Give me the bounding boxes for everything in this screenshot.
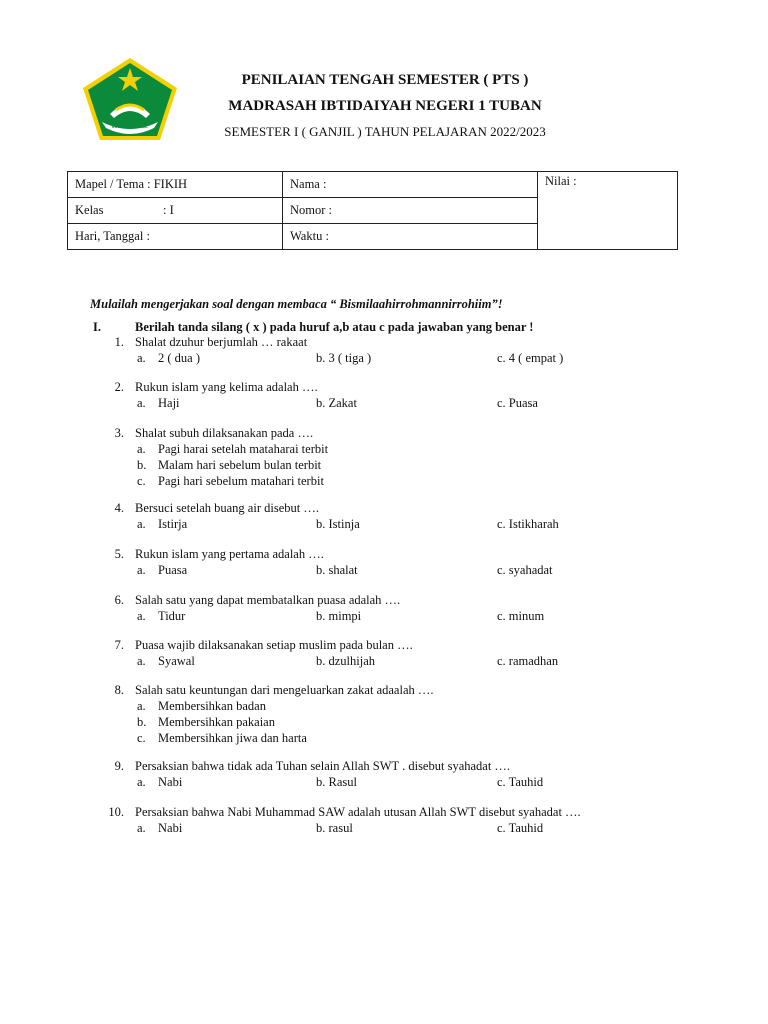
nilai-cell[interactable]: Nilai :: [538, 172, 678, 250]
option-b[interactable]: b. Istinja: [316, 517, 360, 531]
question-number: 5.: [114, 547, 124, 561]
kelas-label: Kelas: [75, 203, 104, 217]
option-c[interactable]: c. Istikharah: [497, 517, 559, 531]
question-text: Puasa wajib dilaksanakan setiap muslim pada bulan ….: [135, 638, 413, 652]
option-b[interactable]: b. dzulhijah: [316, 654, 376, 668]
kelas-cell: [68, 198, 283, 224]
hari-tanggal-cell[interactable]: Hari, Tanggal :: [68, 224, 283, 250]
option-b[interactable]: b. Malam hari sebelum bulan terbit: [137, 458, 322, 472]
question-6: [0, 593, 768, 625]
option-b[interactable]: b. rasul: [316, 821, 353, 835]
option-c[interactable]: c. Pagi hari sebelum matahari terbit: [137, 474, 324, 488]
question-text: Rukun islam yang pertama adalah ….: [135, 547, 324, 561]
option-c[interactable]: c. Tauhid: [497, 775, 544, 789]
kelas-value: : I: [163, 203, 174, 217]
option-c[interactable]: c. minum: [497, 609, 545, 623]
question-number: 4.: [114, 501, 124, 515]
option-a[interactable]: a. Pagi harai setelah mataharai terbit: [137, 442, 329, 456]
madrasah-logo: [80, 56, 180, 142]
option-a[interactable]: a. Puasa: [137, 563, 188, 577]
option-b[interactable]: b. Rasul: [316, 775, 357, 789]
question-text: Shalat subuh dilaksanakan pada ….: [135, 426, 314, 440]
waktu-cell[interactable]: Waktu :: [283, 224, 538, 250]
question-4: [0, 501, 768, 533]
option-a[interactable]: a. Nabi: [137, 821, 183, 835]
question-number: 10.: [108, 805, 124, 819]
school-name: MADRASAH IBTIDAIYAH NEGERI 1 TUBAN: [228, 98, 542, 114]
exam-title: PENILAIAN TENGAH SEMESTER ( PTS ): [241, 72, 529, 88]
question-3: [0, 426, 768, 490]
option-c[interactable]: c. ramadhan: [497, 654, 559, 668]
question-7: [0, 638, 768, 670]
option-b[interactable]: b. Membersihkan pakaian: [137, 715, 275, 729]
question-2: [0, 380, 768, 412]
semester-line: SEMESTER I ( GANJIL ) TAHUN PELAJARAN 2022/2023: [224, 124, 546, 139]
question-number: 2.: [114, 380, 124, 394]
question-10: [0, 805, 768, 837]
question-text: Persaksian bahwa Nabi Muhammad SAW adalah utusan Allah SWT disebut syahadat ….: [135, 805, 581, 819]
question-number: 3.: [114, 426, 124, 440]
option-c[interactable]: c. Membersihkan jiwa dan harta: [137, 731, 307, 745]
question-text: Salah satu keuntungan dari mengeluarkan zakat adaalah ….: [135, 683, 434, 697]
option-a[interactable]: a. Nabi: [137, 775, 183, 789]
option-a[interactable]: a. 2 ( dua ): [137, 351, 200, 365]
question-5: [0, 547, 768, 579]
instruction-text: Mulailah mengerjakan soal dengan membaca “ Bismilaahirrohmannirrohiim”!: [90, 297, 503, 311]
option-c[interactable]: c. Puasa: [497, 396, 538, 410]
question-number: 8.: [114, 683, 124, 697]
option-a[interactable]: a. Tidur: [137, 609, 186, 623]
question-8: [0, 683, 768, 747]
question-text: Salah satu yang dapat membatalkan puasa adalah ….: [135, 593, 401, 607]
question-number: 6.: [114, 593, 124, 607]
question-1: [0, 335, 768, 367]
question-number: 9.: [114, 759, 124, 773]
section-title: Berilah tanda silang ( x ) pada huruf a,b atau c pada jawaban yang benar !: [135, 320, 534, 334]
option-a[interactable]: a. Membersihkan badan: [137, 699, 266, 713]
option-c[interactable]: c. syahadat: [497, 563, 553, 577]
question-text: Persaksian bahwa tidak ada Tuhan selain Allah SWT . disebut syahadat ….: [135, 759, 511, 773]
option-b[interactable]: b. mimpi: [316, 609, 362, 623]
question-number: 1.: [114, 335, 124, 349]
mapel-cell: Mapel / Tema : FIKIH: [68, 172, 283, 198]
nama-cell[interactable]: Nama :: [283, 172, 538, 198]
option-b[interactable]: b. Zakat: [316, 396, 357, 410]
logo-text: IKHLAS BERAMAL: [112, 124, 148, 129]
section-heading: [93, 320, 533, 335]
option-a[interactable]: a. Haji: [137, 396, 180, 410]
question-text: Shalat dzuhur berjumlah … rakaat: [135, 335, 308, 349]
option-a[interactable]: a. Istirja: [137, 517, 188, 531]
option-b[interactable]: b. 3 ( tiga ): [316, 351, 372, 365]
option-a[interactable]: a. Syawal: [137, 654, 195, 668]
question-text: Bersuci setelah buang air disebut ….: [135, 501, 319, 515]
section-number: I.: [93, 320, 101, 334]
question-text: Rukun islam yang kelima adalah ….: [135, 380, 318, 394]
option-b[interactable]: b. shalat: [316, 563, 358, 577]
nomor-cell[interactable]: Nomor :: [283, 198, 538, 224]
question-number: 7.: [114, 638, 124, 652]
option-c[interactable]: c. Tauhid: [497, 821, 544, 835]
student-info-table: [67, 171, 678, 250]
question-9: [0, 759, 768, 791]
option-c[interactable]: c. 4 ( empat ): [497, 351, 564, 365]
